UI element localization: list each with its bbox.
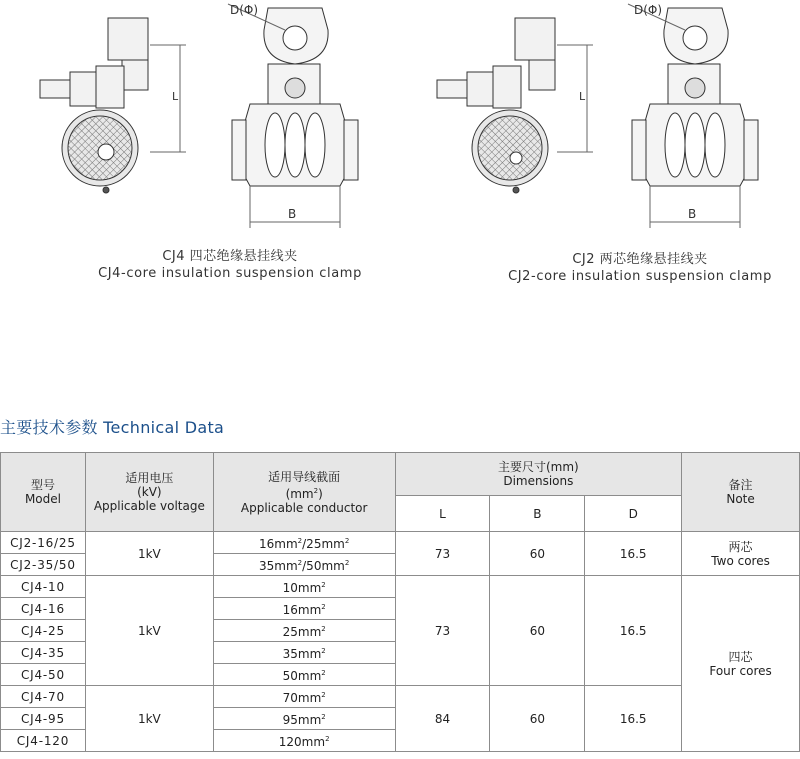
cj4-dim-d: D(Φ) [230, 3, 259, 17]
model-cell: CJ4-35 [1, 642, 86, 664]
l-cell: 73 [395, 576, 490, 686]
cj2-dim-l: L [579, 90, 586, 103]
note-cell: 四芯 Four cores [682, 576, 800, 752]
cj2-caption-cn: CJ2 两芯绝缘悬挂线夹 [572, 252, 708, 267]
note-cell: 两芯 Two cores [682, 532, 800, 576]
cj2-caption-en: CJ2-core insulation suspension clamp [508, 269, 772, 284]
header-dimensions: 主要尺寸(mm) Dimensions [395, 453, 682, 496]
conductor-cell: $35mm^2/50mm^2$ [213, 554, 395, 576]
table-row [1, 686, 800, 708]
cj4-dim-b: B [288, 207, 297, 221]
header-note: 备注 Note [682, 453, 800, 532]
table-row [1, 576, 800, 598]
table-header-row [1, 453, 800, 496]
header-model: 型号 Model [1, 453, 86, 532]
technical-data-table [0, 452, 800, 752]
model-cell: CJ4-10 [1, 576, 86, 598]
conductor-cell: $16mm^2/25mm^2$ [213, 532, 395, 554]
cj2-dim-d: D(Φ) [634, 3, 663, 17]
conductor-cell: $10mm^2$ [213, 576, 395, 598]
conductor-cell: $95mm^2$ [213, 708, 395, 730]
model-cell: CJ4-70 [1, 686, 86, 708]
l-cell: 84 [395, 686, 490, 752]
cj2-dim-b: B [688, 207, 697, 221]
header-b: B [490, 496, 585, 532]
conductor-cell: $25mm^2$ [213, 620, 395, 642]
voltage-cell: 1kV [85, 686, 213, 752]
model-cell: CJ4-50 [1, 664, 86, 686]
cj4-dim-l: L [172, 90, 179, 103]
table-row [1, 532, 800, 554]
section-title: 主要技术参数 Technical Data [0, 418, 225, 437]
voltage-cell: 1kV [85, 576, 213, 686]
cj2-front-view [628, 4, 758, 228]
b-cell: 60 [490, 576, 585, 686]
cj4-caption-cn: CJ4 四芯绝缘悬挂线夹 [162, 249, 298, 264]
model-cell: CJ4-25 [1, 620, 86, 642]
b-cell: 60 [490, 686, 585, 752]
conductor-cell: $16mm^2$ [213, 598, 395, 620]
model-cell: CJ4-16 [1, 598, 86, 620]
model-cell: CJ2-35/50 [1, 554, 86, 576]
model-cell: CJ2-16/25 [1, 532, 86, 554]
cj4-caption [60, 248, 400, 282]
header-l: L [395, 496, 490, 532]
conductor-cell: $50mm^2$ [213, 664, 395, 686]
header-d: D [585, 496, 682, 532]
d-cell: 16.5 [585, 576, 682, 686]
header-voltage: 适用电压 (kV) Applicable voltage [85, 453, 213, 532]
conductor-cell: $35mm^2$ [213, 642, 395, 664]
b-cell: 60 [490, 532, 585, 576]
cj4-front-view [228, 4, 358, 228]
d-cell: 16.5 [585, 532, 682, 576]
l-cell: 73 [395, 532, 490, 576]
header-conductor: 适用导线截面 $(mm^2)$ Applicable conductor [213, 453, 395, 532]
model-cell: CJ4-120 [1, 730, 86, 752]
conductor-cell: $70mm^2$ [213, 686, 395, 708]
model-cell: CJ4-95 [1, 708, 86, 730]
cj4-side-view [40, 18, 186, 193]
voltage-cell: 1kV [85, 532, 213, 576]
cj2-side-view [437, 18, 593, 193]
conductor-cell: $120mm^2$ [213, 730, 395, 752]
d-cell: 16.5 [585, 686, 682, 752]
cj4-caption-en: CJ4-core insulation suspension clamp [98, 266, 362, 281]
cj2-caption [470, 251, 800, 285]
